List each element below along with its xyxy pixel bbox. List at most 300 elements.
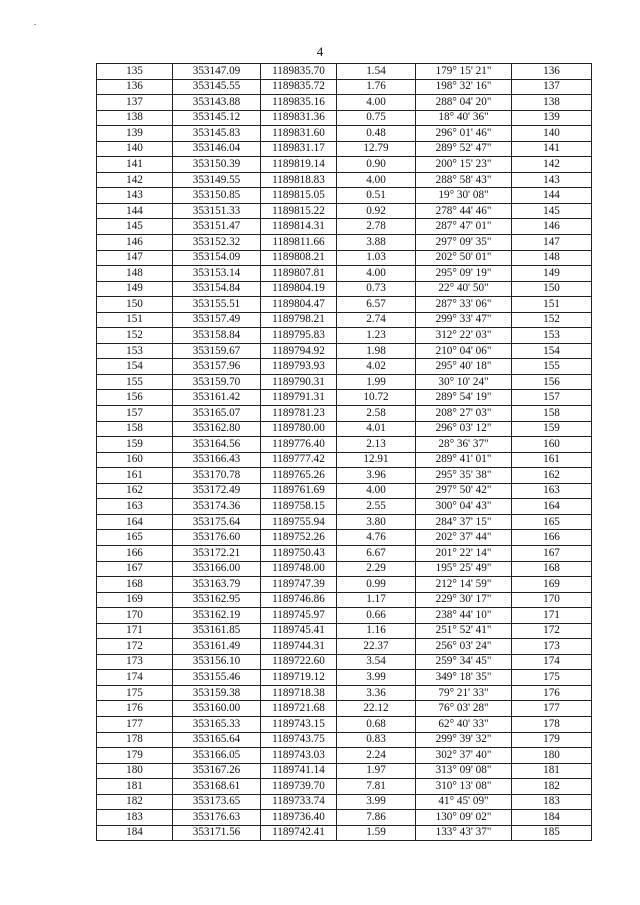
distance-cell: 1.99	[337, 374, 416, 390]
next-point-cell: 180	[512, 748, 592, 764]
y-coordinate-cell: 1189815.05	[261, 188, 337, 204]
bearing-cell: 289° 41' 01"	[416, 452, 512, 468]
bearing-cell: 287° 47' 01"	[416, 219, 512, 235]
y-coordinate-cell: 1189798.21	[261, 312, 337, 328]
x-coordinate-cell: 353156.10	[173, 654, 261, 670]
y-coordinate-cell: 1189835.16	[261, 95, 337, 111]
point-number-cell: 161	[97, 468, 173, 484]
point-number-cell: 168	[97, 577, 173, 593]
table-row	[97, 297, 592, 313]
next-point-cell: 152	[512, 312, 592, 328]
y-coordinate-cell: 1189791.31	[261, 390, 337, 406]
point-number-cell: 142	[97, 172, 173, 188]
bearing-cell: 289° 54' 19"	[416, 390, 512, 406]
bearing-cell: 28° 36' 37"	[416, 437, 512, 453]
x-coordinate-cell: 353153.14	[173, 266, 261, 282]
next-point-cell: 158	[512, 406, 592, 422]
next-point-cell: 169	[512, 577, 592, 593]
point-number-cell: 179	[97, 748, 173, 764]
x-coordinate-cell: 353165.07	[173, 406, 261, 422]
y-coordinate-cell: 1189831.36	[261, 110, 337, 126]
coordinates-table-body	[97, 64, 592, 841]
point-number-cell: 152	[97, 328, 173, 344]
table-row	[97, 235, 592, 251]
distance-cell: 3.36	[337, 685, 416, 701]
distance-cell: 4.00	[337, 266, 416, 282]
y-coordinate-cell: 1189804.47	[261, 297, 337, 313]
point-number-cell: 135	[97, 64, 173, 80]
distance-cell: 2.29	[337, 561, 416, 577]
bearing-cell: 179° 15' 21"	[416, 64, 512, 80]
next-point-cell: 141	[512, 141, 592, 157]
distance-cell: 3.99	[337, 670, 416, 686]
y-coordinate-cell: 1189722.60	[261, 654, 337, 670]
point-number-cell: 150	[97, 297, 173, 313]
distance-cell: 1.54	[337, 64, 416, 80]
distance-cell: 3.88	[337, 235, 416, 251]
distance-cell: 2.55	[337, 499, 416, 515]
next-point-cell: 179	[512, 732, 592, 748]
x-coordinate-cell: 353163.79	[173, 577, 261, 593]
distance-cell: 7.86	[337, 810, 416, 826]
distance-cell: 1.16	[337, 623, 416, 639]
point-number-cell: 138	[97, 110, 173, 126]
y-coordinate-cell: 1189835.72	[261, 79, 337, 95]
x-coordinate-cell: 353159.70	[173, 374, 261, 390]
distance-cell: 1.76	[337, 79, 416, 95]
x-coordinate-cell: 353145.12	[173, 110, 261, 126]
x-coordinate-cell: 353160.00	[173, 701, 261, 717]
distance-cell: 4.01	[337, 421, 416, 437]
y-coordinate-cell: 1189761.69	[261, 483, 337, 499]
table-row	[97, 172, 592, 188]
distance-cell: 4.00	[337, 483, 416, 499]
bearing-cell: 289° 52' 47"	[416, 141, 512, 157]
table-row	[97, 483, 592, 499]
next-point-cell: 166	[512, 530, 592, 546]
bearing-cell: 18° 40' 36"	[416, 110, 512, 126]
bearing-cell: 41° 45' 09"	[416, 794, 512, 810]
next-point-cell: 168	[512, 561, 592, 577]
bearing-cell: 297° 50' 42"	[416, 483, 512, 499]
point-number-cell: 173	[97, 654, 173, 670]
x-coordinate-cell: 353143.88	[173, 95, 261, 111]
bearing-cell: 299° 39' 32"	[416, 732, 512, 748]
point-number-cell: 171	[97, 623, 173, 639]
y-coordinate-cell: 1189804.19	[261, 281, 337, 297]
point-number-cell: 183	[97, 810, 173, 826]
x-coordinate-cell: 353166.43	[173, 452, 261, 468]
distance-cell: 10.72	[337, 390, 416, 406]
point-number-cell: 182	[97, 794, 173, 810]
distance-cell: 0.73	[337, 281, 416, 297]
distance-cell: 12.91	[337, 452, 416, 468]
point-number-cell: 159	[97, 437, 173, 453]
bearing-cell: 229° 30' 17"	[416, 592, 512, 608]
next-point-cell: 170	[512, 592, 592, 608]
table-row	[97, 654, 592, 670]
y-coordinate-cell: 1189742.41	[261, 825, 337, 841]
y-coordinate-cell: 1189739.70	[261, 779, 337, 795]
x-coordinate-cell: 353152.32	[173, 235, 261, 251]
x-coordinate-cell: 353145.83	[173, 126, 261, 142]
table-row	[97, 157, 592, 173]
x-coordinate-cell: 353162.19	[173, 608, 261, 624]
next-point-cell: 183	[512, 794, 592, 810]
bearing-cell: 310° 13' 08"	[416, 779, 512, 795]
distance-cell: 0.48	[337, 126, 416, 142]
point-number-cell: 174	[97, 670, 173, 686]
table-row	[97, 126, 592, 142]
point-number-cell: 144	[97, 203, 173, 219]
table-row	[97, 716, 592, 732]
x-coordinate-cell: 353157.49	[173, 312, 261, 328]
point-number-cell: 175	[97, 685, 173, 701]
bearing-cell: 284° 37' 15"	[416, 514, 512, 530]
point-number-cell: 140	[97, 141, 173, 157]
table-row	[97, 188, 592, 204]
next-point-cell: 163	[512, 483, 592, 499]
point-number-cell: 170	[97, 608, 173, 624]
table-row	[97, 732, 592, 748]
distance-cell: 1.03	[337, 250, 416, 266]
next-point-cell: 150	[512, 281, 592, 297]
table-row	[97, 794, 592, 810]
bearing-cell: 30° 10' 24"	[416, 374, 512, 390]
point-number-cell: 139	[97, 126, 173, 142]
bearing-cell: 198° 32' 16"	[416, 79, 512, 95]
y-coordinate-cell: 1189831.17	[261, 141, 337, 157]
next-point-cell: 138	[512, 95, 592, 111]
next-point-cell: 159	[512, 421, 592, 437]
distance-cell: 0.99	[337, 577, 416, 593]
distance-cell: 4.00	[337, 95, 416, 111]
next-point-cell: 175	[512, 670, 592, 686]
y-coordinate-cell: 1189745.41	[261, 623, 337, 639]
x-coordinate-cell: 353147.09	[173, 64, 261, 80]
bearing-cell: 312° 22' 03"	[416, 328, 512, 344]
table-row	[97, 530, 592, 546]
y-coordinate-cell: 1189808.21	[261, 250, 337, 266]
next-point-cell: 143	[512, 172, 592, 188]
distance-cell: 2.78	[337, 219, 416, 235]
y-coordinate-cell: 1189733.74	[261, 794, 337, 810]
point-number-cell: 143	[97, 188, 173, 204]
next-point-cell: 136	[512, 64, 592, 80]
x-coordinate-cell: 353155.46	[173, 670, 261, 686]
table-row	[97, 577, 592, 593]
bearing-cell: 295° 09' 19"	[416, 266, 512, 282]
next-point-cell: 154	[512, 343, 592, 359]
bearing-cell: 238° 44' 10"	[416, 608, 512, 624]
x-coordinate-cell: 353175.64	[173, 514, 261, 530]
bearing-cell: 19° 30' 08"	[416, 188, 512, 204]
y-coordinate-cell: 1189795.83	[261, 328, 337, 344]
point-number-cell: 146	[97, 235, 173, 251]
distance-cell: 2.13	[337, 437, 416, 453]
bearing-cell: 349° 18' 35"	[416, 670, 512, 686]
distance-cell: 6.67	[337, 545, 416, 561]
distance-cell: 0.92	[337, 203, 416, 219]
table-row	[97, 779, 592, 795]
distance-cell: 3.99	[337, 794, 416, 810]
bearing-cell: 200° 15' 23"	[416, 157, 512, 173]
table-row	[97, 95, 592, 111]
table-row	[97, 748, 592, 764]
table-row	[97, 79, 592, 95]
x-coordinate-cell: 353168.61	[173, 779, 261, 795]
bearing-cell: 22° 40' 50"	[416, 281, 512, 297]
next-point-cell: 185	[512, 825, 592, 841]
distance-cell: 12.79	[337, 141, 416, 157]
x-coordinate-cell: 353162.80	[173, 421, 261, 437]
y-coordinate-cell: 1189747.39	[261, 577, 337, 593]
bearing-cell: 62° 40' 33"	[416, 716, 512, 732]
x-coordinate-cell: 353146.04	[173, 141, 261, 157]
bearing-cell: 130° 09' 02"	[416, 810, 512, 826]
next-point-cell: 164	[512, 499, 592, 515]
x-coordinate-cell: 353173.65	[173, 794, 261, 810]
x-coordinate-cell: 353166.00	[173, 561, 261, 577]
next-point-cell: 184	[512, 810, 592, 826]
bearing-cell: 202° 50' 01"	[416, 250, 512, 266]
y-coordinate-cell: 1189819.14	[261, 157, 337, 173]
point-number-cell: 177	[97, 716, 173, 732]
y-coordinate-cell: 1189743.15	[261, 716, 337, 732]
distance-cell: 0.83	[337, 732, 416, 748]
table-row	[97, 810, 592, 826]
bearing-cell: 300° 04' 43"	[416, 499, 512, 515]
next-point-cell: 167	[512, 545, 592, 561]
next-point-cell: 177	[512, 701, 592, 717]
y-coordinate-cell: 1189807.81	[261, 266, 337, 282]
distance-cell: 2.24	[337, 748, 416, 764]
point-number-cell: 148	[97, 266, 173, 282]
table-row	[97, 561, 592, 577]
table-row	[97, 281, 592, 297]
x-coordinate-cell: 353145.55	[173, 79, 261, 95]
bearing-cell: 288° 58' 43"	[416, 172, 512, 188]
next-point-cell: 151	[512, 297, 592, 313]
next-point-cell: 146	[512, 219, 592, 235]
y-coordinate-cell: 1189746.86	[261, 592, 337, 608]
distance-cell: 3.80	[337, 514, 416, 530]
next-point-cell: 145	[512, 203, 592, 219]
scan-speck	[34, 24, 36, 25]
x-coordinate-cell: 353170.78	[173, 468, 261, 484]
distance-cell: 4.00	[337, 172, 416, 188]
distance-cell: 0.68	[337, 716, 416, 732]
table-row	[97, 421, 592, 437]
x-coordinate-cell: 353172.49	[173, 483, 261, 499]
x-coordinate-cell: 353161.85	[173, 623, 261, 639]
distance-cell: 3.96	[337, 468, 416, 484]
point-number-cell: 153	[97, 343, 173, 359]
point-number-cell: 162	[97, 483, 173, 499]
point-number-cell: 184	[97, 825, 173, 841]
point-number-cell: 157	[97, 406, 173, 422]
x-coordinate-cell: 353165.64	[173, 732, 261, 748]
next-point-cell: 156	[512, 374, 592, 390]
y-coordinate-cell: 1189743.75	[261, 732, 337, 748]
distance-cell: 0.90	[337, 157, 416, 173]
next-point-cell: 176	[512, 685, 592, 701]
distance-cell: 1.97	[337, 763, 416, 779]
x-coordinate-cell: 353176.63	[173, 810, 261, 826]
point-number-cell: 137	[97, 95, 173, 111]
distance-cell: 22.12	[337, 701, 416, 717]
x-coordinate-cell: 353161.49	[173, 639, 261, 655]
point-number-cell: 141	[97, 157, 173, 173]
bearing-cell: 313° 09' 08"	[416, 763, 512, 779]
point-number-cell: 176	[97, 701, 173, 717]
distance-cell: 0.51	[337, 188, 416, 204]
bearing-cell: 278° 44' 46"	[416, 203, 512, 219]
y-coordinate-cell: 1189831.60	[261, 126, 337, 142]
y-coordinate-cell: 1189815.22	[261, 203, 337, 219]
point-number-cell: 180	[97, 763, 173, 779]
bearing-cell: 195° 25' 49"	[416, 561, 512, 577]
y-coordinate-cell: 1189780.00	[261, 421, 337, 437]
table-row	[97, 592, 592, 608]
bearing-cell: 288° 04' 20"	[416, 95, 512, 111]
bearing-cell: 296° 01' 46"	[416, 126, 512, 142]
table-row	[97, 763, 592, 779]
bearing-cell: 296° 03' 12"	[416, 421, 512, 437]
point-number-cell: 169	[97, 592, 173, 608]
y-coordinate-cell: 1189743.03	[261, 748, 337, 764]
distance-cell: 2.58	[337, 406, 416, 422]
point-number-cell: 178	[97, 732, 173, 748]
bearing-cell: 295° 35' 38"	[416, 468, 512, 484]
point-number-cell: 136	[97, 79, 173, 95]
table-row	[97, 499, 592, 515]
next-point-cell: 147	[512, 235, 592, 251]
x-coordinate-cell: 353150.85	[173, 188, 261, 204]
point-number-cell: 160	[97, 452, 173, 468]
table-row	[97, 437, 592, 453]
x-coordinate-cell: 353164.56	[173, 437, 261, 453]
x-coordinate-cell: 353154.09	[173, 250, 261, 266]
page-number: 4	[316, 44, 324, 59]
bearing-cell: 76° 03' 28"	[416, 701, 512, 717]
table-row	[97, 670, 592, 686]
bearing-cell: 256° 03' 24"	[416, 639, 512, 655]
next-point-cell: 172	[512, 623, 592, 639]
y-coordinate-cell: 1189765.26	[261, 468, 337, 484]
point-number-cell: 165	[97, 530, 173, 546]
next-point-cell: 181	[512, 763, 592, 779]
table-row	[97, 219, 592, 235]
table-row	[97, 266, 592, 282]
table-row	[97, 250, 592, 266]
table-row	[97, 359, 592, 375]
point-number-cell: 149	[97, 281, 173, 297]
next-point-cell: 178	[512, 716, 592, 732]
x-coordinate-cell: 353176.60	[173, 530, 261, 546]
distance-cell: 0.75	[337, 110, 416, 126]
bearing-cell: 79° 21' 33"	[416, 685, 512, 701]
table-row	[97, 390, 592, 406]
point-number-cell: 145	[97, 219, 173, 235]
next-point-cell: 182	[512, 779, 592, 795]
y-coordinate-cell: 1189777.42	[261, 452, 337, 468]
y-coordinate-cell: 1189750.43	[261, 545, 337, 561]
distance-cell: 1.98	[337, 343, 416, 359]
x-coordinate-cell: 353159.67	[173, 343, 261, 359]
table-row	[97, 110, 592, 126]
next-point-cell: 161	[512, 452, 592, 468]
table-row	[97, 701, 592, 717]
y-coordinate-cell: 1189721.68	[261, 701, 337, 717]
bearing-cell: 287° 33' 06"	[416, 297, 512, 313]
point-number-cell: 151	[97, 312, 173, 328]
table-row	[97, 639, 592, 655]
y-coordinate-cell: 1189811.66	[261, 235, 337, 251]
y-coordinate-cell: 1189758.15	[261, 499, 337, 515]
y-coordinate-cell: 1189818.83	[261, 172, 337, 188]
distance-cell: 6.57	[337, 297, 416, 313]
table-row	[97, 312, 592, 328]
x-coordinate-cell: 353171.56	[173, 825, 261, 841]
point-number-cell: 166	[97, 545, 173, 561]
next-point-cell: 137	[512, 79, 592, 95]
bearing-cell: 201° 22' 14"	[416, 545, 512, 561]
distance-cell: 1.59	[337, 825, 416, 841]
next-point-cell: 171	[512, 608, 592, 624]
x-coordinate-cell: 353166.05	[173, 748, 261, 764]
point-number-cell: 181	[97, 779, 173, 795]
x-coordinate-cell: 353174.36	[173, 499, 261, 515]
next-point-cell: 174	[512, 654, 592, 670]
x-coordinate-cell: 353158.84	[173, 328, 261, 344]
next-point-cell: 165	[512, 514, 592, 530]
bearing-cell: 208° 27' 03"	[416, 406, 512, 422]
table-row	[97, 343, 592, 359]
y-coordinate-cell: 1189745.97	[261, 608, 337, 624]
x-coordinate-cell: 353150.39	[173, 157, 261, 173]
y-coordinate-cell: 1189781.23	[261, 406, 337, 422]
x-coordinate-cell: 353161.42	[173, 390, 261, 406]
y-coordinate-cell: 1189748.00	[261, 561, 337, 577]
x-coordinate-cell: 353155.51	[173, 297, 261, 313]
distance-cell: 4.76	[337, 530, 416, 546]
bearing-cell: 302° 37' 40"	[416, 748, 512, 764]
bearing-cell: 202° 37' 44"	[416, 530, 512, 546]
y-coordinate-cell: 1189835.70	[261, 64, 337, 80]
table-row	[97, 203, 592, 219]
x-coordinate-cell: 353159.38	[173, 685, 261, 701]
table-row	[97, 514, 592, 530]
table-row	[97, 825, 592, 841]
x-coordinate-cell: 353157.96	[173, 359, 261, 375]
x-coordinate-cell: 353165.33	[173, 716, 261, 732]
distance-cell: 0.66	[337, 608, 416, 624]
next-point-cell: 149	[512, 266, 592, 282]
distance-cell: 22.37	[337, 639, 416, 655]
table-row	[97, 452, 592, 468]
point-number-cell: 167	[97, 561, 173, 577]
next-point-cell: 160	[512, 437, 592, 453]
y-coordinate-cell: 1189744.31	[261, 639, 337, 655]
table-row	[97, 623, 592, 639]
y-coordinate-cell: 1189741.14	[261, 763, 337, 779]
bearing-cell: 259° 34' 45"	[416, 654, 512, 670]
bearing-cell: 212° 14' 59"	[416, 577, 512, 593]
point-number-cell: 163	[97, 499, 173, 515]
next-point-cell: 155	[512, 359, 592, 375]
y-coordinate-cell: 1189814.31	[261, 219, 337, 235]
